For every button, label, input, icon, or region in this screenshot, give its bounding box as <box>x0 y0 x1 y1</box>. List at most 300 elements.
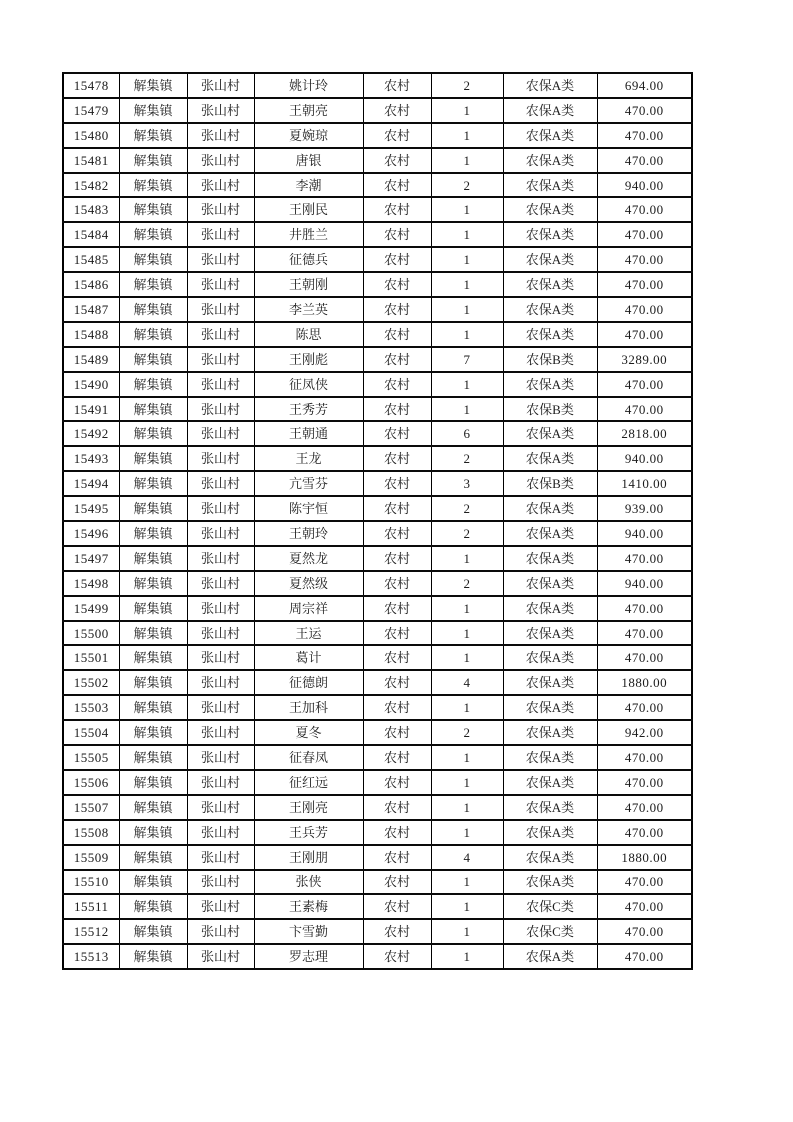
table-row <box>63 197 692 222</box>
cell-insurance-category: 农保A类 <box>503 247 597 272</box>
cell-amount: 470.00 <box>597 546 692 571</box>
cell-residence-type: 农村 <box>363 820 431 845</box>
cell-insured-count: 2 <box>431 173 503 198</box>
cell-village: 张山村 <box>187 173 254 198</box>
cell-village: 张山村 <box>187 446 254 471</box>
cell-insurance-category: 农保A类 <box>503 695 597 720</box>
cell-person-name: 夏婉琼 <box>254 123 363 148</box>
cell-village: 张山村 <box>187 471 254 496</box>
cell-insured-count: 7 <box>431 347 503 372</box>
table-row <box>63 123 692 148</box>
table-row <box>63 745 692 770</box>
cell-town: 解集镇 <box>119 421 187 446</box>
cell-village: 张山村 <box>187 322 254 347</box>
cell-insured-count: 1 <box>431 770 503 795</box>
cell-person-name: 王刚亮 <box>254 795 363 820</box>
cell-serial-number: 15500 <box>63 621 119 646</box>
cell-amount: 470.00 <box>597 272 692 297</box>
table-row <box>63 446 692 471</box>
cell-insurance-category: 农保A类 <box>503 197 597 222</box>
table-row <box>63 471 692 496</box>
cell-insurance-category: 农保A类 <box>503 720 597 745</box>
cell-insured-count: 1 <box>431 197 503 222</box>
cell-insurance-category: 农保A类 <box>503 496 597 521</box>
cell-insurance-category: 农保A类 <box>503 521 597 546</box>
cell-serial-number: 15495 <box>63 496 119 521</box>
cell-serial-number: 15488 <box>63 322 119 347</box>
cell-serial-number: 15503 <box>63 695 119 720</box>
cell-village: 张山村 <box>187 944 254 969</box>
cell-person-name: 王刚彪 <box>254 347 363 372</box>
cell-town: 解集镇 <box>119 471 187 496</box>
cell-town: 解集镇 <box>119 197 187 222</box>
cell-insurance-category: 农保C类 <box>503 894 597 919</box>
cell-town: 解集镇 <box>119 894 187 919</box>
cell-insured-count: 1 <box>431 820 503 845</box>
cell-town: 解集镇 <box>119 123 187 148</box>
cell-person-name: 王加科 <box>254 695 363 720</box>
cell-serial-number: 15492 <box>63 421 119 446</box>
cell-insurance-category: 农保A类 <box>503 621 597 646</box>
cell-insurance-category: 农保A类 <box>503 173 597 198</box>
cell-amount: 470.00 <box>597 770 692 795</box>
cell-insured-count: 4 <box>431 670 503 695</box>
cell-village: 张山村 <box>187 670 254 695</box>
cell-residence-type: 农村 <box>363 347 431 372</box>
cell-amount: 940.00 <box>597 571 692 596</box>
cell-insurance-category: 农保A类 <box>503 322 597 347</box>
cell-village: 张山村 <box>187 272 254 297</box>
table-row <box>63 845 692 870</box>
table-row <box>63 247 692 272</box>
cell-serial-number: 15509 <box>63 845 119 870</box>
table-row <box>63 621 692 646</box>
table-row <box>63 720 692 745</box>
cell-residence-type: 农村 <box>363 695 431 720</box>
cell-amount: 470.00 <box>597 148 692 173</box>
cell-town: 解集镇 <box>119 670 187 695</box>
cell-person-name: 征德兵 <box>254 247 363 272</box>
cell-person-name: 王刚民 <box>254 197 363 222</box>
cell-insured-count: 1 <box>431 870 503 895</box>
table-row <box>63 397 692 422</box>
cell-amount: 470.00 <box>597 820 692 845</box>
cell-insurance-category: 农保A类 <box>503 845 597 870</box>
cell-insurance-category: 农保A类 <box>503 98 597 123</box>
cell-amount: 470.00 <box>597 98 692 123</box>
cell-person-name: 王朝亮 <box>254 98 363 123</box>
cell-person-name: 陈宇恒 <box>254 496 363 521</box>
cell-insurance-category: 农保A类 <box>503 421 597 446</box>
cell-person-name: 王朝刚 <box>254 272 363 297</box>
cell-village: 张山村 <box>187 421 254 446</box>
cell-serial-number: 15510 <box>63 870 119 895</box>
cell-village: 张山村 <box>187 397 254 422</box>
cell-insured-count: 1 <box>431 596 503 621</box>
cell-residence-type: 农村 <box>363 397 431 422</box>
cell-amount: 470.00 <box>597 894 692 919</box>
cell-town: 解集镇 <box>119 148 187 173</box>
cell-insurance-category: 农保B类 <box>503 471 597 496</box>
cell-insured-count: 1 <box>431 621 503 646</box>
cell-residence-type: 农村 <box>363 272 431 297</box>
cell-residence-type: 农村 <box>363 471 431 496</box>
cell-serial-number: 15483 <box>63 197 119 222</box>
cell-residence-type: 农村 <box>363 571 431 596</box>
cell-insurance-category: 农保A类 <box>503 670 597 695</box>
cell-residence-type: 农村 <box>363 795 431 820</box>
cell-town: 解集镇 <box>119 173 187 198</box>
cell-amount: 3289.00 <box>597 347 692 372</box>
cell-insurance-category: 农保A类 <box>503 272 597 297</box>
cell-residence-type: 农村 <box>363 621 431 646</box>
cell-insurance-category: 农保C类 <box>503 919 597 944</box>
cell-insured-count: 1 <box>431 372 503 397</box>
cell-person-name: 征春凤 <box>254 745 363 770</box>
cell-residence-type: 农村 <box>363 322 431 347</box>
cell-person-name: 王运 <box>254 621 363 646</box>
cell-serial-number: 15512 <box>63 919 119 944</box>
cell-residence-type: 农村 <box>363 372 431 397</box>
cell-insurance-category: 农保A类 <box>503 596 597 621</box>
table-row <box>63 222 692 247</box>
cell-residence-type: 农村 <box>363 770 431 795</box>
cell-serial-number: 15496 <box>63 521 119 546</box>
cell-town: 解集镇 <box>119 720 187 745</box>
cell-town: 解集镇 <box>119 745 187 770</box>
cell-insured-count: 1 <box>431 247 503 272</box>
cell-residence-type: 农村 <box>363 148 431 173</box>
cell-village: 张山村 <box>187 123 254 148</box>
cell-person-name: 张侠 <box>254 870 363 895</box>
cell-insured-count: 3 <box>431 471 503 496</box>
cell-insured-count: 1 <box>431 919 503 944</box>
cell-serial-number: 15480 <box>63 123 119 148</box>
cell-amount: 470.00 <box>597 222 692 247</box>
cell-residence-type: 农村 <box>363 944 431 969</box>
cell-village: 张山村 <box>187 720 254 745</box>
cell-village: 张山村 <box>187 770 254 795</box>
cell-person-name: 李潮 <box>254 173 363 198</box>
cell-village: 张山村 <box>187 247 254 272</box>
cell-amount: 2818.00 <box>597 421 692 446</box>
cell-serial-number: 15497 <box>63 546 119 571</box>
table-row <box>63 870 692 895</box>
cell-residence-type: 农村 <box>363 73 431 98</box>
cell-person-name: 夏然龙 <box>254 546 363 571</box>
cell-village: 张山村 <box>187 870 254 895</box>
cell-amount: 940.00 <box>597 173 692 198</box>
cell-amount: 470.00 <box>597 197 692 222</box>
cell-insurance-category: 农保A类 <box>503 546 597 571</box>
cell-village: 张山村 <box>187 845 254 870</box>
cell-person-name: 罗志理 <box>254 944 363 969</box>
cell-person-name: 葛计 <box>254 645 363 670</box>
cell-serial-number: 15499 <box>63 596 119 621</box>
cell-insured-count: 4 <box>431 845 503 870</box>
cell-amount: 470.00 <box>597 397 692 422</box>
cell-amount: 470.00 <box>597 372 692 397</box>
cell-town: 解集镇 <box>119 496 187 521</box>
cell-person-name: 唐银 <box>254 148 363 173</box>
cell-town: 解集镇 <box>119 272 187 297</box>
cell-insured-count: 1 <box>431 297 503 322</box>
cell-insured-count: 2 <box>431 73 503 98</box>
cell-insured-count: 1 <box>431 98 503 123</box>
cell-village: 张山村 <box>187 73 254 98</box>
cell-insured-count: 1 <box>431 795 503 820</box>
cell-insurance-category: 农保A类 <box>503 820 597 845</box>
cell-serial-number: 15501 <box>63 645 119 670</box>
cell-town: 解集镇 <box>119 546 187 571</box>
cell-insurance-category: 农保A类 <box>503 944 597 969</box>
cell-insurance-category: 农保A类 <box>503 770 597 795</box>
cell-town: 解集镇 <box>119 820 187 845</box>
cell-serial-number: 15482 <box>63 173 119 198</box>
cell-serial-number: 15491 <box>63 397 119 422</box>
cell-town: 解集镇 <box>119 944 187 969</box>
cell-insurance-category: 农保A类 <box>503 222 597 247</box>
cell-serial-number: 15481 <box>63 148 119 173</box>
cell-insured-count: 2 <box>431 720 503 745</box>
cell-person-name: 王秀芳 <box>254 397 363 422</box>
cell-insured-count: 1 <box>431 148 503 173</box>
cell-village: 张山村 <box>187 695 254 720</box>
cell-insured-count: 2 <box>431 571 503 596</box>
cell-insured-count: 1 <box>431 322 503 347</box>
cell-village: 张山村 <box>187 521 254 546</box>
cell-insured-count: 2 <box>431 521 503 546</box>
cell-insured-count: 2 <box>431 446 503 471</box>
cell-amount: 940.00 <box>597 446 692 471</box>
cell-town: 解集镇 <box>119 695 187 720</box>
cell-person-name: 夏然级 <box>254 571 363 596</box>
cell-serial-number: 15487 <box>63 297 119 322</box>
cell-amount: 1410.00 <box>597 471 692 496</box>
cell-village: 张山村 <box>187 621 254 646</box>
table-row <box>63 795 692 820</box>
cell-amount: 470.00 <box>597 621 692 646</box>
cell-town: 解集镇 <box>119 645 187 670</box>
cell-person-name: 征凤侠 <box>254 372 363 397</box>
cell-residence-type: 农村 <box>363 496 431 521</box>
cell-insurance-category: 农保B类 <box>503 347 597 372</box>
cell-amount: 940.00 <box>597 521 692 546</box>
cell-residence-type: 农村 <box>363 845 431 870</box>
cell-insured-count: 1 <box>431 272 503 297</box>
cell-serial-number: 15485 <box>63 247 119 272</box>
cell-residence-type: 农村 <box>363 919 431 944</box>
cell-amount: 470.00 <box>597 645 692 670</box>
cell-amount: 470.00 <box>597 870 692 895</box>
cell-village: 张山村 <box>187 820 254 845</box>
cell-village: 张山村 <box>187 795 254 820</box>
cell-town: 解集镇 <box>119 621 187 646</box>
cell-village: 张山村 <box>187 745 254 770</box>
cell-person-name: 征红远 <box>254 770 363 795</box>
cell-amount: 1880.00 <box>597 670 692 695</box>
cell-serial-number: 15508 <box>63 820 119 845</box>
table-row <box>63 421 692 446</box>
cell-residence-type: 农村 <box>363 297 431 322</box>
table-row <box>63 521 692 546</box>
cell-person-name: 卞雪勤 <box>254 919 363 944</box>
cell-village: 张山村 <box>187 347 254 372</box>
cell-person-name: 王龙 <box>254 446 363 471</box>
cell-town: 解集镇 <box>119 521 187 546</box>
cell-town: 解集镇 <box>119 596 187 621</box>
cell-person-name: 王刚朋 <box>254 845 363 870</box>
cell-residence-type: 农村 <box>363 222 431 247</box>
cell-amount: 470.00 <box>597 695 692 720</box>
cell-insured-count: 1 <box>431 222 503 247</box>
cell-amount: 470.00 <box>597 297 692 322</box>
cell-amount: 1880.00 <box>597 845 692 870</box>
cell-village: 张山村 <box>187 645 254 670</box>
cell-person-name: 亢雪芬 <box>254 471 363 496</box>
table-row <box>63 894 692 919</box>
cell-amount: 470.00 <box>597 745 692 770</box>
table-body <box>63 73 692 969</box>
cell-town: 解集镇 <box>119 347 187 372</box>
cell-serial-number: 15502 <box>63 670 119 695</box>
cell-insured-count: 1 <box>431 894 503 919</box>
cell-town: 解集镇 <box>119 297 187 322</box>
cell-serial-number: 15489 <box>63 347 119 372</box>
cell-town: 解集镇 <box>119 919 187 944</box>
cell-residence-type: 农村 <box>363 745 431 770</box>
cell-village: 张山村 <box>187 571 254 596</box>
cell-insurance-category: 农保A类 <box>503 123 597 148</box>
cell-village: 张山村 <box>187 222 254 247</box>
cell-amount: 470.00 <box>597 247 692 272</box>
cell-town: 解集镇 <box>119 571 187 596</box>
cell-serial-number: 15484 <box>63 222 119 247</box>
cell-serial-number: 15504 <box>63 720 119 745</box>
cell-serial-number: 15478 <box>63 73 119 98</box>
cell-amount: 470.00 <box>597 919 692 944</box>
table-row <box>63 322 692 347</box>
cell-amount: 470.00 <box>597 596 692 621</box>
cell-village: 张山村 <box>187 297 254 322</box>
cell-insurance-category: 农保A类 <box>503 795 597 820</box>
cell-person-name: 王朝玲 <box>254 521 363 546</box>
cell-town: 解集镇 <box>119 397 187 422</box>
table-row <box>63 347 692 372</box>
cell-town: 解集镇 <box>119 870 187 895</box>
cell-residence-type: 农村 <box>363 98 431 123</box>
table-sheet <box>62 72 693 970</box>
table-row <box>63 372 692 397</box>
cell-residence-type: 农村 <box>363 670 431 695</box>
cell-village: 张山村 <box>187 197 254 222</box>
cell-amount: 939.00 <box>597 496 692 521</box>
cell-person-name: 王朝通 <box>254 421 363 446</box>
cell-town: 解集镇 <box>119 795 187 820</box>
cell-insured-count: 6 <box>431 421 503 446</box>
cell-village: 张山村 <box>187 98 254 123</box>
table-row <box>63 571 692 596</box>
table-row <box>63 272 692 297</box>
cell-residence-type: 农村 <box>363 421 431 446</box>
cell-town: 解集镇 <box>119 446 187 471</box>
table-row <box>63 919 692 944</box>
cell-insurance-category: 农保A类 <box>503 745 597 770</box>
cell-insurance-category: 农保A类 <box>503 571 597 596</box>
table-row <box>63 73 692 98</box>
cell-village: 张山村 <box>187 496 254 521</box>
cell-serial-number: 15494 <box>63 471 119 496</box>
cell-person-name: 井胜兰 <box>254 222 363 247</box>
cell-serial-number: 15490 <box>63 372 119 397</box>
cell-village: 张山村 <box>187 372 254 397</box>
cell-person-name: 李兰英 <box>254 297 363 322</box>
cell-insured-count: 1 <box>431 645 503 670</box>
cell-amount: 694.00 <box>597 73 692 98</box>
table-row <box>63 770 692 795</box>
cell-person-name: 陈思 <box>254 322 363 347</box>
cell-residence-type: 农村 <box>363 894 431 919</box>
cell-town: 解集镇 <box>119 73 187 98</box>
cell-insurance-category: 农保A类 <box>503 870 597 895</box>
table-row <box>63 173 692 198</box>
cell-serial-number: 15479 <box>63 98 119 123</box>
cell-town: 解集镇 <box>119 322 187 347</box>
cell-amount: 470.00 <box>597 944 692 969</box>
table-row <box>63 695 692 720</box>
cell-town: 解集镇 <box>119 770 187 795</box>
cell-amount: 942.00 <box>597 720 692 745</box>
cell-amount: 470.00 <box>597 795 692 820</box>
table-row <box>63 496 692 521</box>
cell-residence-type: 农村 <box>363 546 431 571</box>
cell-insurance-category: 农保A类 <box>503 372 597 397</box>
cell-residence-type: 农村 <box>363 247 431 272</box>
cell-serial-number: 15486 <box>63 272 119 297</box>
cell-insured-count: 1 <box>431 123 503 148</box>
cell-serial-number: 15505 <box>63 745 119 770</box>
cell-insurance-category: 农保A类 <box>503 446 597 471</box>
cell-person-name: 姚计玲 <box>254 73 363 98</box>
cell-residence-type: 农村 <box>363 446 431 471</box>
cell-insured-count: 1 <box>431 695 503 720</box>
cell-serial-number: 15511 <box>63 894 119 919</box>
cell-insurance-category: 农保A类 <box>503 73 597 98</box>
table-row <box>63 596 692 621</box>
cell-amount: 470.00 <box>597 123 692 148</box>
cell-town: 解集镇 <box>119 372 187 397</box>
cell-town: 解集镇 <box>119 845 187 870</box>
cell-village: 张山村 <box>187 894 254 919</box>
cell-insurance-category: 农保A类 <box>503 645 597 670</box>
benefit-roster-table <box>62 72 693 970</box>
cell-residence-type: 农村 <box>363 870 431 895</box>
cell-town: 解集镇 <box>119 98 187 123</box>
cell-person-name: 征德朗 <box>254 670 363 695</box>
table-row <box>63 820 692 845</box>
cell-person-name: 夏冬 <box>254 720 363 745</box>
cell-residence-type: 农村 <box>363 720 431 745</box>
cell-serial-number: 15513 <box>63 944 119 969</box>
cell-insurance-category: 农保B类 <box>503 397 597 422</box>
cell-village: 张山村 <box>187 919 254 944</box>
cell-residence-type: 农村 <box>363 173 431 198</box>
cell-residence-type: 农村 <box>363 521 431 546</box>
cell-residence-type: 农村 <box>363 123 431 148</box>
cell-village: 张山村 <box>187 596 254 621</box>
cell-residence-type: 农村 <box>363 197 431 222</box>
cell-serial-number: 15506 <box>63 770 119 795</box>
